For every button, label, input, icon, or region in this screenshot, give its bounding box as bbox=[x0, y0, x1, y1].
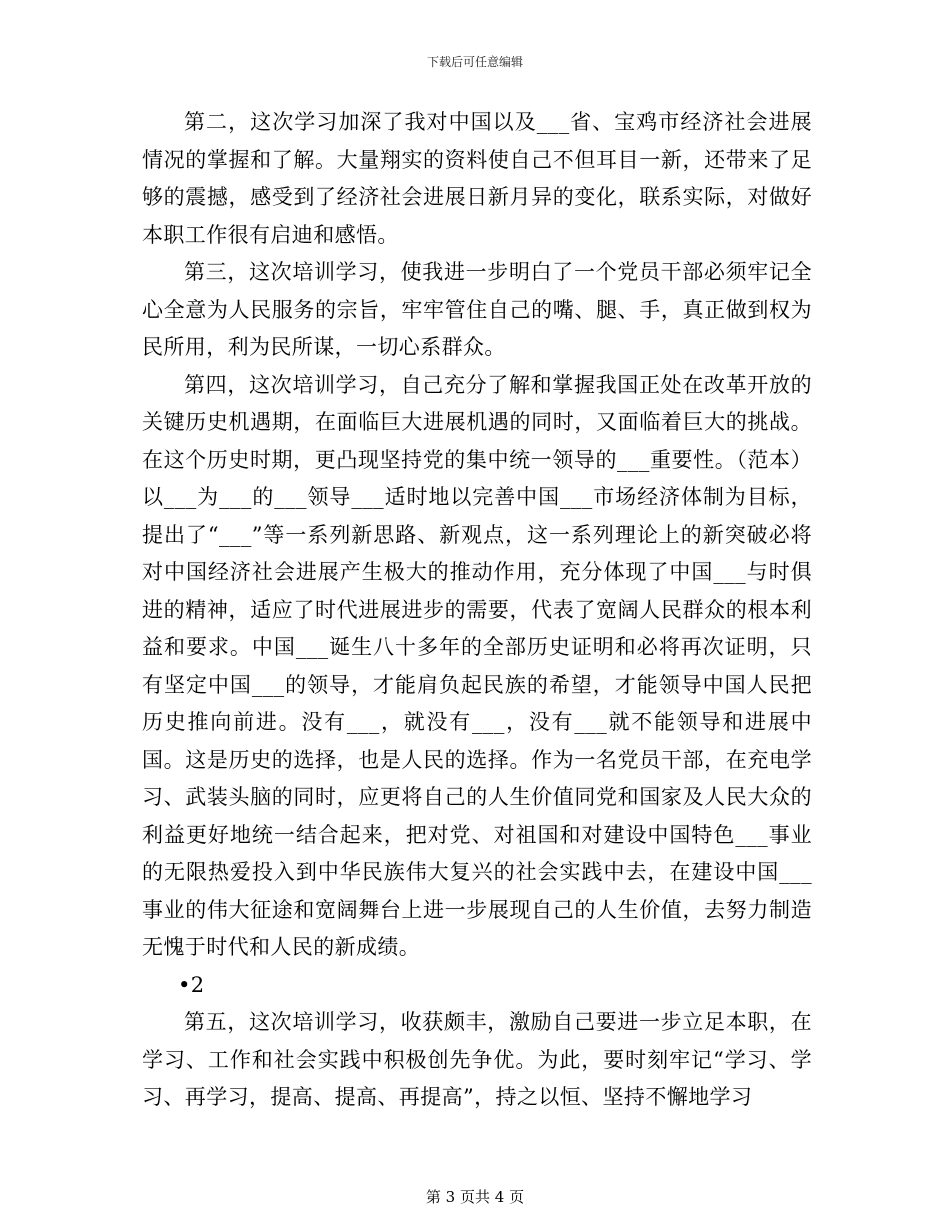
page-footer: 第 3 页共 4 页 bbox=[425, 1188, 525, 1206]
paragraph-second: 第二，这次学习加深了我对中国以及___省、宝鸡市经济社会进展情况的掌握和了解。大量翔实的资料使自己不但耳目一新，还带来了足够的震撼，感受到了经济社会进展日新月异的变化，联系实际，对做好本职工作很有启迪和感悟。 bbox=[142, 110, 812, 247]
paragraph-fourth: 第四，这次培训学习，自己充分了解和掌握我国正处在改革开放的关键历史机遇期，在面临巨大进展机遇的同时，又面临着巨大的挑战。在这个历史时期，更凸现坚持党的集中统一领导的___重要性。（范本）以___为___的___领导___适时地以完善中国___市场经济体制为目标，提出了“___”等一系列新思路、新观点，这一系列理论上的新突破必将对中国经济社会进展产生极大的推动作用，充分体现了中国___与时俱进的精神，适应了时代进展进步的需要，代表了宽阔人民群众的根本利益和要求。中国___诞生八十多年的全部历史证明和必将再次证明，只有坚定中国___的领导，才能肩负起民族的希望，才能领导中国人民把历史推向前进。没有___，就没有___，没有___就不能领导和进展中国。这是历史的选择，也是人民的选择。作为一名党员干部，在充电学习、武装头脑的同时，应更将自己的人生价值同党和国家及人民大众的利益更好地统一结合起来，把对党、对祖国和对建设中国特色___事业的无限热爱投入到中华民族伟大复兴的社会实践中去，在建设中国___事业的伟大征途和宽阔舞台上进一步展现自己的人生价值，去努力制造无愧于时代和人民的新成绩。 bbox=[142, 372, 812, 959]
page-header: 下载后可任意编辑 bbox=[426, 55, 523, 69]
paragraph-fifth: 第五，这次培训学习，收获颇丰，激励自己要进一步立足本职，在学习、工作和社会实践中积极创先争优。为此，要时刻牢记“学习、学习、再学习，提高、提高、再提高”，持之以恒、坚持不懈地学习 bbox=[142, 1010, 812, 1109]
document-body bbox=[142, 104, 812, 1117]
paragraph-third: 第三，这次培训学习，使我进一步明白了一个党员干部必须牢记全心全意为人民服务的宗旨，牢牢管住自己的嘴、腿、手，真正做到权为民所用，利为民所谋，一切心系群众。 bbox=[142, 260, 812, 359]
bullet-marker: •2 bbox=[178, 972, 205, 997]
